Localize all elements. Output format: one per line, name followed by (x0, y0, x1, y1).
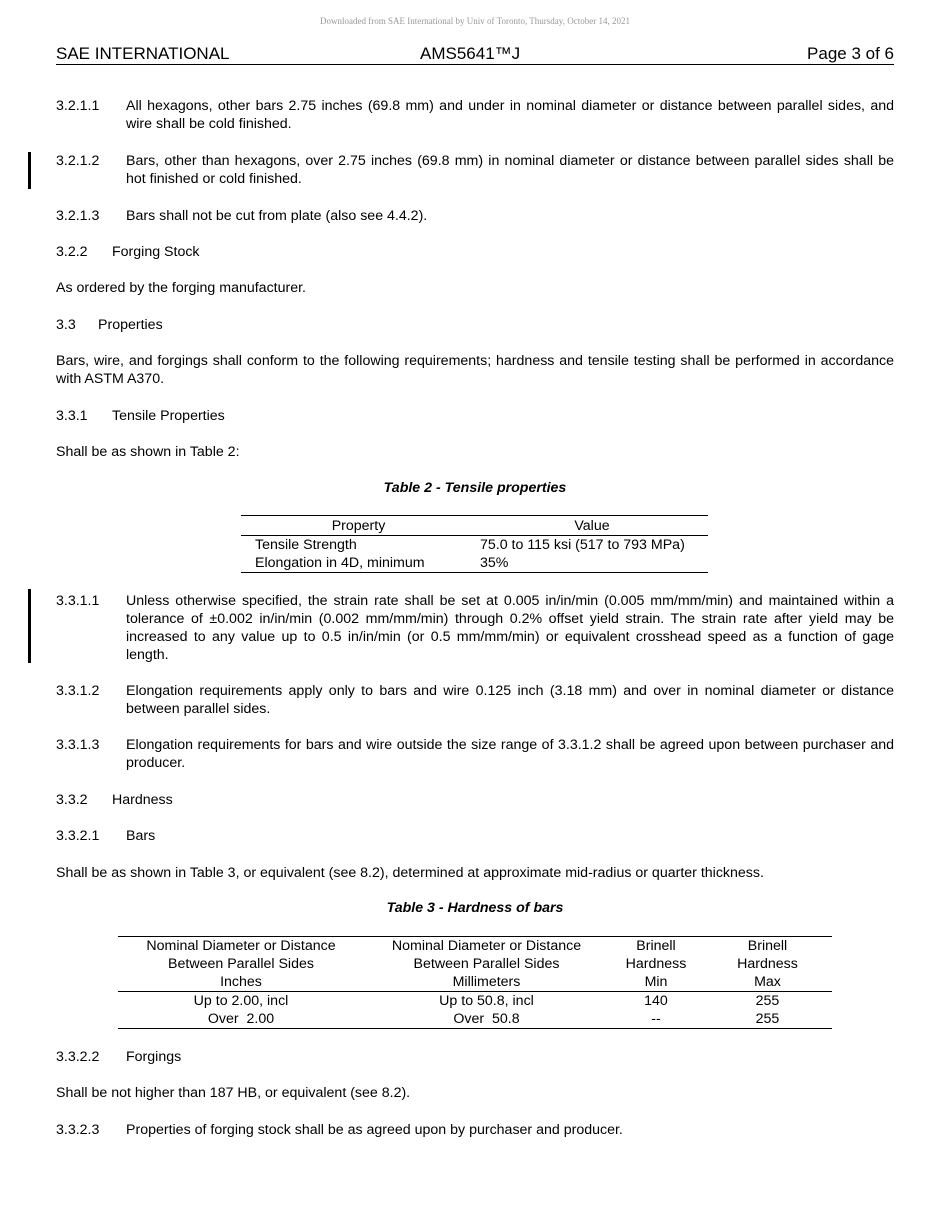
section-number: 3.3.2.3 (56, 1122, 100, 1138)
section-3-3-1-2 (56, 682, 894, 718)
table-row (118, 992, 832, 1011)
table-cell: Elongation in 4D, minimum (255, 555, 425, 571)
section-title: Bars (126, 828, 156, 844)
paragraph-forging-stock: As ordered by the forging manufacturer. (56, 280, 306, 296)
table-cell: Up to 2.00, incl (193, 993, 289, 1009)
table-cell: 75.0 to 115 ksi (517 to 793 MPa) (480, 537, 685, 553)
section-3-3-1-1 (56, 592, 894, 664)
section-text: Elongation requirements apply only to bars and wire 0.125 inch (3.18 mm) and over in nominal diameter or distance between parallel sides. (126, 683, 894, 717)
revision-change-bar (28, 152, 31, 189)
paragraph-tensile: Shall be as shown in Table 2: (56, 444, 240, 460)
heading-3-3-1 (56, 407, 225, 425)
table-cell: 255 (755, 993, 780, 1009)
header-org: SAE INTERNATIONAL (56, 44, 230, 63)
table-header-cell: Value (476, 516, 708, 536)
section-3-2-1-2 (56, 152, 894, 188)
table-3-caption: Table 3 - Hardness of bars (386, 900, 564, 916)
section-text: Unless otherwise specified, the strain rate shall be set at 0.005 in/in/min (0.005 mm/mm/min) and maintained within a tolerance of ±0.002 in/in/min (0.002 mm/mm/min) through 0.2% offset yield strain. The strain rate after yield may be increased to any value up to 0.5 in/in/min (or 0.5 mm/mm/min) or equivalent crosshead speed as a function of gage length. (126, 593, 894, 663)
section-number: 3.3.1.1 (56, 593, 100, 609)
header-line: Between Parallel Sides (413, 956, 560, 972)
section-3-2-1-3 (56, 207, 894, 225)
page-header (56, 44, 894, 65)
table-row (118, 1010, 832, 1029)
section-number: 3.2.1.3 (56, 208, 100, 224)
heading-3-2-2 (56, 243, 200, 261)
table-2-tensile-properties (241, 515, 708, 573)
revision-change-bar (28, 589, 31, 663)
table-row (241, 554, 708, 573)
section-title: Tensile Properties (112, 408, 225, 424)
section-number: 3.3.2.1 (56, 828, 100, 844)
section-number: 3.2.2 (56, 244, 88, 260)
header-document-number: AMS5641™J (420, 44, 521, 63)
section-number: 3.3.1.3 (56, 737, 100, 753)
section-3-2-1-1 (56, 97, 894, 133)
section-3-3-1-3 (56, 736, 894, 772)
table-2-caption: Table 2 - Tensile properties (383, 480, 567, 496)
heading-3-3 (56, 316, 163, 334)
table-header-cell: Property (241, 516, 476, 536)
table-header-cell (364, 937, 609, 992)
table-cell: -- (651, 1011, 661, 1027)
section-number: 3.2.1.1 (56, 98, 100, 114)
section-title: Properties (98, 317, 163, 333)
section-text: Properties of forging stock shall be as agreed upon by purchaser and producer. (126, 1122, 623, 1138)
header-line: Brinell (636, 938, 676, 954)
header-line: Millimeters (452, 974, 521, 990)
table-cell: Up to 50.8, incl (439, 993, 534, 1009)
header-page-number: Page 3 of 6 (807, 44, 894, 63)
section-text: All hexagons, other bars 2.75 inches (69.8 mm) and under in nominal diameter or distance between parallel sides, and wire shall be cold finished. (126, 98, 894, 132)
header-line: Max (754, 974, 781, 990)
paragraph-bars-hardness: Shall be as shown in Table 3, or equivalent (see 8.2), determined at approximate mid-radius or quarter thickness. (56, 865, 764, 881)
section-number: 3.3.1.2 (56, 683, 100, 699)
section-title: Forgings (126, 1049, 182, 1065)
table-cell: 35% (480, 555, 509, 571)
section-text: Elongation requirements for bars and wire outside the size range of 3.3.1.2 shall be agreed upon between purchaser and producer. (126, 737, 894, 771)
table-header-row (241, 516, 708, 536)
table-header-cell (118, 937, 364, 992)
table-cell: 140 (644, 993, 668, 1009)
table-cell: 255 (755, 1011, 780, 1027)
table-row (241, 536, 708, 555)
section-number: 3.3.2 (56, 792, 88, 808)
table-header-cell (703, 937, 832, 992)
header-line: Between Parallel Sides (168, 956, 314, 972)
heading-3-3-2 (56, 791, 173, 809)
header-line: Min (644, 974, 668, 990)
section-number: 3.2.1.2 (56, 153, 100, 169)
section-title: Forging Stock (112, 244, 200, 260)
section-3-3-2-3 (56, 1121, 894, 1139)
heading-3-3-2-1 (56, 827, 155, 845)
download-watermark: Downloaded from SAE International by Univ of Toronto, Thursday, October 14, 2021 (320, 16, 630, 26)
table-3-hardness-of-bars (118, 936, 832, 1029)
section-title: Hardness (112, 792, 173, 808)
table-cell: Over 50.8 (453, 1011, 520, 1027)
header-line: Hardness (737, 956, 798, 972)
table-header-row (118, 937, 832, 992)
section-text: Bars, other than hexagons, over 2.75 inches (69.8 mm) in nominal diameter or distance between parallel sides shall be hot finished or cold finished. (126, 153, 894, 187)
header-line: Nominal Diameter or Distance (146, 938, 336, 954)
header-line: Inches (220, 974, 262, 990)
header-line: Hardness (625, 956, 687, 972)
table-header-cell (609, 937, 703, 992)
header-line: Brinell (747, 938, 788, 954)
table-cell: Tensile Strength (255, 537, 357, 553)
paragraph-forgings-hardness: Shall be not higher than 187 HB, or equivalent (see 8.2). (56, 1085, 411, 1101)
section-number: 3.3.2.2 (56, 1049, 100, 1065)
section-number: 3.3.1 (56, 408, 88, 424)
table-cell: Over 2.00 (207, 1011, 275, 1027)
paragraph-properties: Bars, wire, and forgings shall conform to the following requirements; hardness and tensile testing shall be performed in accordance with ASTM A370. (56, 353, 894, 387)
section-text: Bars shall not be cut from plate (also see 4.4.2). (126, 208, 428, 224)
section-number: 3.3 (56, 317, 76, 333)
header-line: Nominal Diameter or Distance (391, 938, 582, 954)
heading-3-3-2-2 (56, 1048, 181, 1066)
